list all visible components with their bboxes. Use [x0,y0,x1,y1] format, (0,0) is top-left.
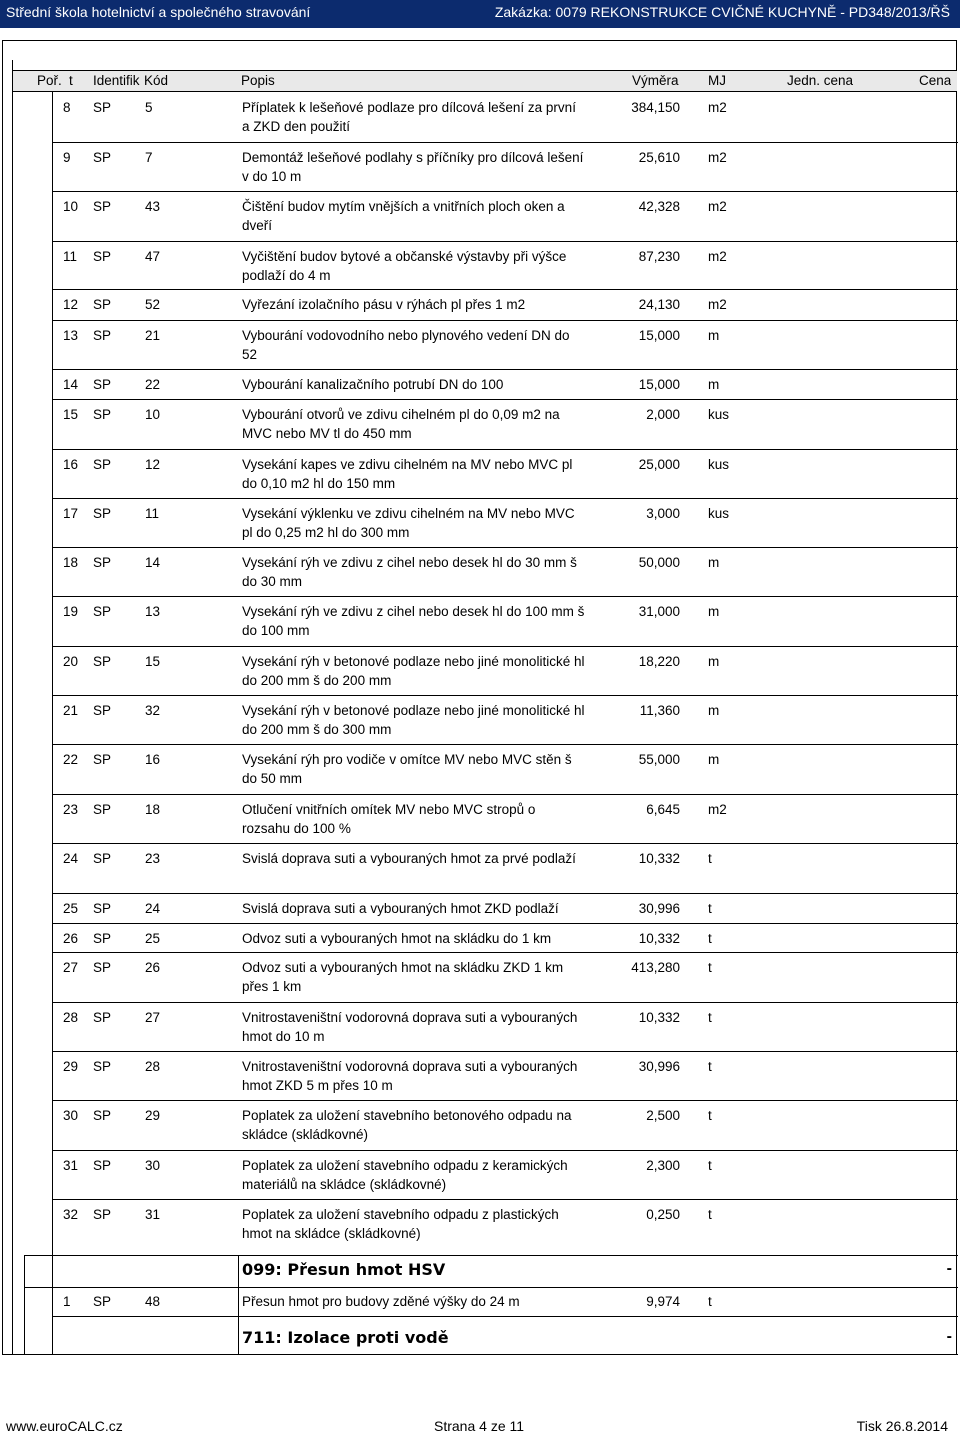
row-type: SP [93,703,112,718]
row-description: Čištění budov mytím vnějších a vnitřních ploch oken a dveří [242,199,565,233]
row-number: 11 [63,249,78,264]
row-number: 26 [63,931,79,946]
row-divider [52,923,958,924]
row-code: 29 [145,1108,161,1123]
row-description: Vnitrostaveništní vodorovná doprava suti a vybouraných hmot do 10 m [242,1010,578,1044]
row-code: 21 [145,328,161,343]
row-type: SP [93,297,112,312]
row-number: 14 [63,377,79,392]
row-description: Vybourání vodovodního nebo plynového vedení DN do 52 [242,328,570,362]
row-code: 30 [145,1158,161,1173]
row-quantity: 55,000 [638,752,680,767]
row-divider [52,1316,958,1317]
footer-site: www.euroCALC.cz [6,1418,123,1434]
row-quantity: 87,230 [638,249,680,264]
row-description: Vysekání kapes ve zdivu cihelném na MV nebo MVC pl do 0,10 m2 hl do 150 mm [242,457,573,491]
row-quantity: 50,000 [638,555,680,570]
row-description: Příplatek k lešeňové podlaze pro dílcová lešení za první a ZKD den použití [242,100,576,134]
row-description: Svislá doprava suti a vybouraných hmot za prvé podlaží [242,851,576,866]
row-divider [52,320,958,321]
row-quantity: 30,996 [638,901,680,916]
row-quantity: 11,360 [639,703,680,718]
row-description: Demontáž lešeňové podlahy s příčníky pro dílcová lešení v do 10 m [242,150,584,184]
row-description: Odvoz suti a vybouraných hmot na skládku do 1 km [242,931,552,946]
row-divider [52,191,958,192]
row-number: 29 [63,1059,79,1074]
row-number: 21 [63,703,79,718]
row-type: SP [93,377,112,392]
row-description: Otlučení vnitřních omítek MV nebo MVC stropů o rozsahu do 100 % [242,802,536,836]
row-unit: t [708,931,712,946]
row-divider [52,449,958,450]
row-number: 32 [63,1207,79,1222]
row-description: Vnitrostaveništní vodorovná doprava suti a vybouraných hmot ZKD 5 m přes 10 m [242,1059,578,1093]
row-number: 25 [63,901,79,916]
row-quantity: 18,220 [638,654,680,669]
row-description: Poplatek za uložení stavebního betonového odpadu na skládce (skládkovné) [242,1108,572,1142]
row-divider [24,1287,958,1288]
footer-page: Strana 4 ze 11 [434,1418,525,1434]
row-quantity: 9,974 [646,1294,680,1309]
row-code: 22 [145,377,161,392]
row-quantity: 25,000 [638,457,680,472]
row-unit: m [708,604,720,619]
row-unit: m2 [708,199,727,214]
row-code: 5 [145,100,153,115]
row-code: 32 [145,703,161,718]
row-number: 15 [63,407,79,422]
row-divider [52,142,958,143]
row-unit: t [708,1207,712,1222]
row-quantity: 25,610 [638,150,680,165]
col-identifikator: Identifik [93,73,140,88]
row-type: SP [93,960,112,975]
row-unit: m2 [708,100,727,115]
row-description: Svislá doprava suti a vybouraných hmot ZKD podlaží [242,901,559,916]
row-type: SP [93,901,112,916]
row-unit: t [708,851,712,866]
row-description: Poplatek za uložení stavebního odpadu z plastických hmot na skládce (skládkovné) [242,1207,559,1241]
row-type: SP [93,328,112,343]
row-description: Poplatek za uložení stavebního odpadu z keramických materiálů na skládce (skládkovné) [242,1158,568,1192]
row-quantity: 15,000 [638,328,680,343]
row-description: Vysekání rýh ve zdivu z cihel nebo desek hl do 100 mm š do 100 mm [242,604,585,638]
row-number: 19 [63,604,79,619]
col-por: Poř. [37,73,62,88]
col-jedn-cena: Jedn. cena [787,73,854,88]
row-code: 11 [145,506,160,521]
row-type: SP [93,150,112,165]
section-title: 711: Izolace proti vodě [242,1328,449,1347]
row-code: 28 [145,1059,161,1074]
row-unit: t [708,1158,712,1173]
row-code: 43 [145,199,161,214]
row-quantity: 42,328 [638,199,680,214]
row-divider [52,498,958,499]
row-code: 14 [145,555,161,570]
row-unit: m [708,703,720,718]
row-number: 23 [63,802,79,817]
col-kod: Kód [144,73,169,88]
row-type: SP [93,851,112,866]
row-quantity: 2,500 [646,1108,680,1123]
row-divider [52,646,958,647]
row-unit: t [708,901,712,916]
row-type: SP [93,1158,112,1173]
row-divider [52,843,958,844]
row-number: 31 [63,1158,79,1173]
col-mj: MJ [708,73,726,88]
row-description: Vybourání kanalizačního potrubí DN do 100 [242,377,504,392]
school-name: Střední škola hotelnictví a společného stravování [6,4,311,20]
row-code: 10 [145,407,161,422]
row-type: SP [93,752,112,767]
row-type: SP [93,199,112,214]
row-unit: kus [708,457,730,472]
row-number: 24 [63,851,79,866]
row-description: Vysekání rýh v betonové podlaze nebo jiné monolitické hl do 200 mm š do 200 mm [242,654,585,688]
row-divider [2,1354,958,1355]
row-number: 27 [63,960,79,975]
row-unit: m [708,654,720,669]
row-code: 47 [145,249,161,264]
row-code: 24 [145,901,161,916]
row-code: 26 [145,960,161,975]
row-unit: m [708,328,720,343]
row-divider [52,1199,958,1200]
row-description: Vybourání otvorů ve zdivu cihelném pl do 0,09 m2 na MVC nebo MV tl do 450 mm [242,407,560,441]
row-divider [52,1150,958,1151]
col-cena: Cena [919,73,952,88]
row-divider [52,1100,958,1101]
row-number: 12 [63,297,79,312]
row-unit: kus [708,407,730,422]
row-type: SP [93,555,112,570]
row-quantity: 24,130 [638,297,680,312]
row-type: SP [93,802,112,817]
row-type: SP [93,407,112,422]
grid-line-num [52,92,53,1355]
section-dash: - [946,1328,952,1345]
row-code: 27 [145,1010,161,1025]
row-number: 20 [63,654,79,669]
row-divider [52,794,958,795]
row-description: Vyřezání izolačního pásu v rýhách pl přes 1 m2 [242,297,526,312]
row-quantity: 15,000 [638,377,680,392]
row-code: 31 [145,1207,161,1222]
row-description: Přesun hmot pro budovy zděné výšky do 24 m [242,1294,520,1309]
row-code: 23 [145,851,161,866]
row-divider [52,596,958,597]
section-title: 099: Přesun hmot HSV [242,1260,446,1279]
row-unit: m [708,555,720,570]
row-divider [52,1002,958,1003]
row-quantity: 384,150 [631,100,680,115]
row-divider [52,1051,958,1052]
row-divider [52,241,958,242]
row-number: 1 [63,1294,71,1309]
row-divider [52,893,958,894]
row-quantity: 10,332 [638,1010,680,1025]
row-type: SP [93,1108,112,1123]
row-quantity: 413,280 [631,960,680,975]
row-quantity: 2,300 [646,1158,680,1173]
row-code: 25 [145,931,161,946]
row-unit: kus [708,506,730,521]
row-divider [52,369,958,370]
row-divider [52,289,958,290]
row-type: SP [93,604,112,619]
section-header-099 [238,1256,958,1286]
row-unit: t [708,1108,712,1123]
row-unit: m2 [708,150,727,165]
row-code: 48 [145,1294,161,1309]
row-divider [52,399,958,400]
row-unit: t [708,1294,712,1309]
col-vymera: Výměra [632,73,679,88]
row-unit: m2 [708,802,727,817]
row-unit: m [708,752,720,767]
row-quantity: 10,332 [638,851,680,866]
row-number: 13 [63,328,79,343]
row-code: 12 [145,457,161,472]
row-type: SP [93,1059,112,1074]
row-number: 17 [63,506,79,521]
row-type: SP [93,506,112,521]
row-code: 52 [145,297,161,312]
row-divider [52,952,958,953]
row-type: SP [93,457,112,472]
row-number: 22 [63,752,79,767]
row-divider [52,547,958,548]
row-number: 16 [63,457,79,472]
row-number: 18 [63,555,79,570]
col-t: t [69,73,73,88]
row-divider [52,695,958,696]
row-code: 16 [145,752,161,767]
row-type: SP [93,249,112,264]
order-title: Zakázka: 0079 REKONSTRUKCE CVIČNÉ KUCHYNĚ - PD348/2013/ŘŠ [494,4,950,20]
row-unit: m2 [708,297,727,312]
row-number: 8 [63,100,71,115]
row-type: SP [93,654,112,669]
row-number: 9 [63,150,71,165]
row-quantity: 31,000 [638,604,680,619]
row-quantity: 10,332 [638,931,680,946]
row-quantity: 3,000 [646,506,680,521]
row-divider [52,744,958,745]
row-number: 30 [63,1108,79,1123]
col-popis: Popis [241,73,275,88]
row-unit: t [708,960,712,975]
column-header [13,70,957,92]
row-unit: m [708,377,720,392]
row-quantity: 30,996 [638,1059,680,1074]
row-quantity: 6,645 [646,802,680,817]
row-code: 7 [145,150,153,165]
row-code: 13 [145,604,161,619]
row-description: Vysekání rýh v betonové podlaze nebo jiné monolitické hl do 200 mm š do 300 mm [242,703,585,737]
row-type: SP [93,931,112,946]
row-unit: t [708,1059,712,1074]
row-number: 28 [63,1010,79,1025]
row-type: SP [93,1010,112,1025]
row-description: Odvoz suti a vybouraných hmot na skládku ZKD 1 km přes 1 km [242,960,564,994]
footer-print-date: Tisk 26.8.2014 [856,1418,948,1434]
row-number: 10 [63,199,79,214]
row-description: Vyčištění budov bytové a občanské výstavby při výšce podlaží do 4 m [242,249,567,283]
section-header-711 [238,1324,958,1354]
row-unit: t [708,1010,712,1025]
section-dash: - [946,1260,952,1277]
row-type: SP [93,100,112,115]
row-description: Vysekání rýh ve zdivu z cihel nebo desek hl do 30 mm š do 30 mm [242,555,577,589]
row-type: SP [93,1207,112,1222]
row-quantity: 2,000 [646,407,680,422]
row-type: SP [93,1294,112,1309]
row-unit: m2 [708,249,727,264]
document-header-band [0,0,960,28]
row-quantity: 0,250 [646,1207,680,1222]
row-code: 18 [145,802,161,817]
row-description: Vysekání výklenku ve zdivu cihelném na MV nebo MVC pl do 0,25 m2 hl do 300 mm [242,506,575,540]
row-description: Vysekání rýh pro vodiče v omítce MV nebo MVC stěn š do 50 mm [242,752,572,786]
row-code: 15 [145,654,161,669]
